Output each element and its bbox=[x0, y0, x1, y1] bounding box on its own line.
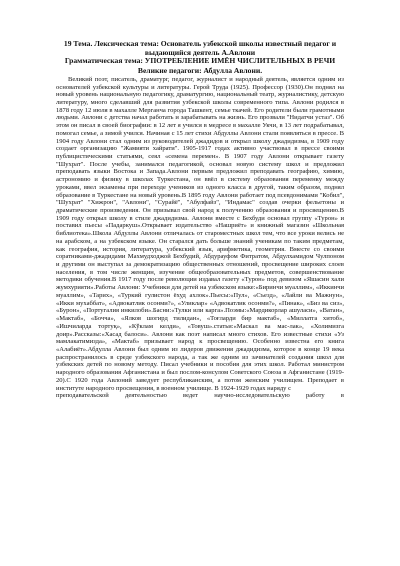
grammar-heading: Грамматическая тема: УПОТРЕБЛЕНИЕ ИМЁН ЧИСЛИТЕЛЬНЫХ В РЕЧИ bbox=[64, 56, 336, 66]
body-paragraph: Великий поэт, писатель, драматург, педагог, журналист и народный деятель, является одним из основателей узбекской культуры и литературы. Герой Труда (1925). Профессор (1930).Он поднял на новый уровень национальную педагогику, драматургию, национальный театр, журналистику, детскую литературу, много сделавший для развития узбекской школы современного типа. Авлони родился в 1878 году 12 июля в махалле Мерганча города Ташкент, семье ткачей. Его родители были грамотными людьми. Авлони с детства начал работать и зарабатывать на жизнь. Его прозвали "Нидатчи устаз". Об этом он писал в своей биографии: в 12 лет я учился в медресе в махалле Укчи, в 13 лет подрабатывал, помогал семье, а зимой учился. Начиная с 15 лет стихи Абдуллы Авлони стали появляться в прессе. В 1904 году Авлони стал одним из руководителей джадидов и открыл школу джадидизма, в 1909 году создает организацию "Жамияти хайрати". 1905-1917 годах активно участвовал в прессе своими публицистическими статьями, сеял «семена перемен». В 1907 году Авлони открывает газету "Шухрат". После учебы, занимался педагогикой, основал новую систему школ и предложил преподавать языки Востока и Запада.Авлони первым предложил преподавать географию, химию, астрономию и физику в школах Туркестана, он ввёл в систему образования переменку между уроками, ввел экзамены при переходе учеников из одного класса в другой, таким образом, поднял образование в Туркестане на новый уровень.В 1895 году Авлони работает под псевдонимами "Кобил", "Шухрат" "Хижрон", "Авлони", "Сурайё", "Абулфайз", "Индамас" создав очерки фельетоны и драматические произведения. Он призывал свой народ к получению образования и просвещению.В 1909 году открыл школу в стиле джадидизма. Авлони вместе с Бехбуди основал группу «Турон» и поставил пьесы «Падаркуш».Открывает издательство «Нашриёт» и книжный магазин «Школьная библиотека».Школа Абдуллы Авлони отличалась от староместных школ тем, что все уроки велись не на арабском, а на узбекском языке. Он старался дать больше знаний ученикам по таким предметам, как география, история, литература, узбекский язык, арифметика, геометрия. Вместе со своими соратниками-джадидами Махмудходжой Бехбудий, Абдурауфом Фитратом, Абдулхамидом Чулпоном и другими он выступал за демократизацию общественных отношений, просвещение широких слоев населения, в том числе женщин, изучение общеобразовательных предметов, совершенствование методики обучения.В 1917 году после революции издавал газету «Турон» под девизом «Яшасин хали жумхурияти».Работы Авлони: Учебники для детей на узбекском языке:«Биринчи муаллим», «Иккинчи муаллим», «Тарих», «Туркий гулистон ёхуд ахлок».Пьесы:«Пул», «Съезд», «Лайли ва Мажнун», «Икки мухаббат», «Адвокатлик осонми?», «Уликлар» «Адвокатлик осонми?», «Пинак», «Биз ва сиз», «Бурон», «Португалия инкилоби».Басни:«Тулки или карга».Поэмы:«Мардикорлар ашуласи», «Ватан», «Мактаб», «Бочча», «Ялков шогирд тилидан», «Тоғларди бир мактаб», «Миллатга хитоб», «Ишчиларда тортуқ», «Кўклам келди», «Товуш».статьи:«Маскал ва мас-лак», «Холимизга доир».Рассказы:«Хасад балоси». Авлони как поэт написал много стихов. Его известные стихи «Уз мамлакатимизда», «Мактаб» призывает народ к просвещению. Особенно известна его книга «Алабиёт».Абдулла Авлони был одним из лидеров движения джадидизма, которое в конце 19 века распространилось в среде узбекского народа, а так же одним из зачинателей создания школ для узбекских детей по новому методу. Писал учебники и пособия для этих школ. Работал министром народного образования Афганистана и был послом-консулом Советского Союза в Афганистане (1919-20).С 1920 года Авлоний заведует республиканским, а потом женским училищем. Преподает в институте народного просвещения, в военном училище. В 1924-1929 годах наряду с bbox=[56, 75, 344, 392]
body-last-line: преподавательской деятельностью ведет научно-исследовательскую работу в bbox=[56, 392, 344, 400]
lesson-heading: 19 Тема. Лексическая тема: Основатель узбекской школы известный педагог и выдающийся деятель А.Авлони bbox=[63, 40, 337, 57]
section-title: Великие педагоги: Абдулла Авлони. bbox=[137, 65, 263, 75]
document-page bbox=[56, 40, 344, 546]
